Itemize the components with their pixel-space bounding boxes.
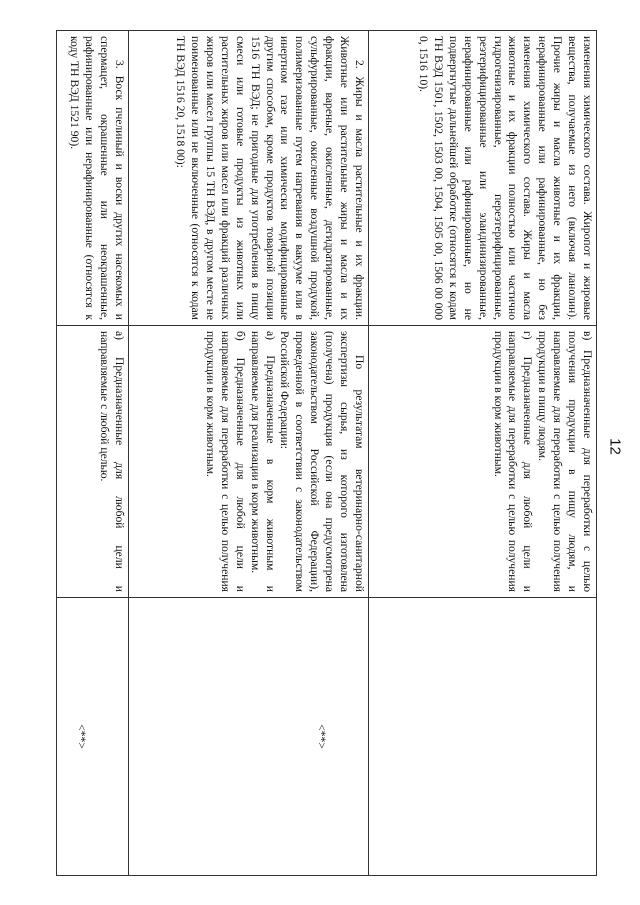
- purpose-item: По результатам ветеринарно-санитарной экспертизы сырья, из которого изготовлена (получена) продукция (если она предусмотрена законодательством Российской Федерации), проведенной в соответствии с законодательством Российской Федерации:: [278, 331, 366, 592]
- table-row: [57, 31, 129, 876]
- table-row: [369, 31, 597, 876]
- rotated-table-wrapper: [57, 30, 597, 875]
- purpose-item: в) Предназначенные для переработки с целью получения продукции в пищу людям, и направляемые для переработки с целью получения продукции в пищу людям.: [536, 331, 594, 592]
- product-description-cell: [57, 31, 129, 326]
- product-description-cell: [369, 31, 597, 326]
- purpose-item: а) Предназначенные в корм животным и направляемые для реализации в корм животным.: [248, 331, 277, 592]
- page-number: 12: [606, 438, 624, 455]
- purpose-cell: [129, 326, 369, 598]
- purpose-item: а) Предназначенные для любой цели и направляемые с любой целью.: [98, 331, 126, 592]
- purpose-cell: [57, 326, 129, 598]
- regulation-table: [56, 30, 597, 876]
- purpose-item: б) Предназначенные для любой цели и направляемые для переработки с целью получения продукции в корм животным.: [203, 331, 247, 592]
- note-cell: [57, 598, 129, 876]
- product-description-text: 3. Воск пчелиный и воски других насекомых и спермацет, окрашенные или неокрашенные, рафинированные или нерафинированные (относятся к коду ТН ВЭД 1521 90).: [68, 36, 126, 320]
- product-description-cell: [129, 31, 369, 326]
- product-description-text: изменения химического состава. Жиропот и жировые вещества, получаемые из него (включая ланолин). Прочие жиры и масла животные и их фракции, нерафинированные или рафинированные, но без изменения химического состава. Жиры и масла животные и их фракции полностью или частично гидрогенизированные, переэтерифицированные, реэтерифицированные или элаидинизированные, нерафинированные или рафинированные, но не подвергнутые дальнейшей обработке (относятся к кодам ТН ВЭД 1501, 1502, 1503 00, 1504, 1505 00, 1506 00 000 0, 1516 10).: [417, 36, 594, 320]
- note-cell: [369, 598, 597, 876]
- purpose-item: г) Предназначенные для любой цели и направляемые для переработки с целью получения продукции в корм животным.: [491, 331, 535, 592]
- note-cell: [129, 598, 369, 876]
- note-mark: <**>: [315, 724, 328, 749]
- product-description-text: 2. Жиры и масла растительные и их фракции. Животные или растительные жиры и масла и их фракции, вареные, окисленные, дегидратированные, сульфурированные, окисленные воздушной продукой, полимеризованные путем нагревания в вакууме или в инертном газе или химически модифицированные другим способом, кроме продуктов товарной позиции 1516 ТН ВЭД; не пригодные для употребления в пищу смеси или готовые продукты из животных или растительных жиров или масел или фракций различных жиров или масел группы 15 ТН ВЭД, в другом месте не поименованные или не включенные (относятся к кодам ТН ВЭД 1516 20, 1518 00):: [174, 36, 366, 320]
- purpose-cell: [369, 326, 597, 598]
- table-row: [129, 31, 369, 876]
- note-mark: <**>: [75, 724, 88, 749]
